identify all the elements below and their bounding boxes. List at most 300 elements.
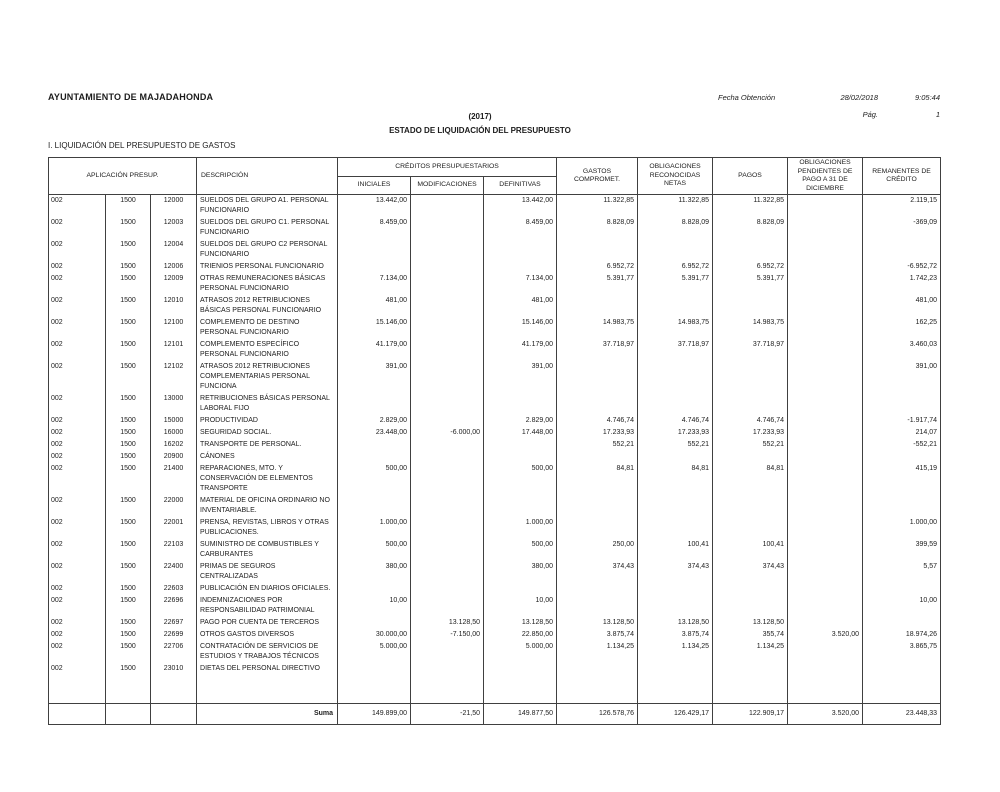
cell-prog: 1500 — [106, 451, 151, 463]
cell-gastos: 11.322,85 — [557, 195, 638, 218]
cell-economica: 12102 — [151, 361, 197, 393]
table-row — [49, 427, 941, 439]
cell-modificaciones — [411, 539, 484, 561]
cell-remanentes: 10,00 — [863, 595, 941, 617]
cell-modificaciones — [411, 517, 484, 539]
cell-org: 002 — [49, 629, 106, 641]
cell-gastos — [557, 595, 638, 617]
table-body — [49, 195, 941, 676]
table-row — [49, 339, 941, 361]
cell-obligaciones: 4.746,74 — [638, 415, 713, 427]
cell-gastos: 374,43 — [557, 561, 638, 583]
cell-prog: 1500 — [106, 641, 151, 663]
cell-obligaciones: 17.233,93 — [638, 427, 713, 439]
cell-definitivas — [484, 239, 557, 261]
cell-iniciales: 500,00 — [338, 539, 411, 561]
cell-iniciales — [338, 261, 411, 273]
cell-obligaciones — [638, 295, 713, 317]
cell-iniciales: 13.442,00 — [338, 195, 411, 218]
cell-definitivas: 13.442,00 — [484, 195, 557, 218]
cell-pagos: 552,21 — [713, 439, 788, 451]
cell-iniciales — [338, 663, 411, 675]
cell-remanentes: 5,57 — [863, 561, 941, 583]
cell-descripcion: SEGURIDAD SOCIAL. — [197, 427, 338, 439]
cell-definitivas: 380,00 — [484, 561, 557, 583]
cell-descripcion: ATRASOS 2012 RETRIBUCIONES COMPLEMENTARIAS PERSONAL FUNCIONA — [197, 361, 338, 393]
cell-pendientes — [788, 195, 863, 218]
cell-pagos: 17.233,93 — [713, 427, 788, 439]
cell-remanentes — [863, 451, 941, 463]
cell-iniciales: 5.000,00 — [338, 641, 411, 663]
cell-pendientes — [788, 393, 863, 415]
cell-iniciales — [338, 583, 411, 595]
cell-obligaciones: 3.875,74 — [638, 629, 713, 641]
cell-prog: 1500 — [106, 261, 151, 273]
cell-pendientes — [788, 427, 863, 439]
cell-pagos: 13.128,50 — [713, 617, 788, 629]
suma-modificaciones: -21,50 — [411, 704, 484, 725]
suma-obligaciones: 126.429,17 — [638, 704, 713, 725]
section-title: I. LIQUIDACIÓN DEL PRESUPUESTO DE GASTOS — [48, 141, 236, 150]
cell-remanentes: -1.917,74 — [863, 415, 941, 427]
cell-pendientes — [788, 361, 863, 393]
cell-descripcion: TRANSPORTE DE PERSONAL. — [197, 439, 338, 451]
cell-obligaciones: 552,21 — [638, 439, 713, 451]
table-row — [49, 415, 941, 427]
cell-prog: 1500 — [106, 463, 151, 495]
cell-modificaciones — [411, 393, 484, 415]
cell-definitivas: 5.000,00 — [484, 641, 557, 663]
cell-descripcion: OTROS GASTOS DIVERSOS — [197, 629, 338, 641]
cell-pagos — [713, 295, 788, 317]
cell-obligaciones — [638, 517, 713, 539]
cell-prog: 1500 — [106, 495, 151, 517]
cell-remanentes — [863, 393, 941, 415]
organization-name: AYUNTAMIENTO DE MAJADAHONDA — [48, 92, 214, 102]
cell-iniciales — [338, 495, 411, 517]
cell-economica: 21400 — [151, 463, 197, 495]
cell-obligaciones: 374,43 — [638, 561, 713, 583]
cell-iniciales: 481,00 — [338, 295, 411, 317]
cell-descripcion: SUELDOS DEL GRUPO C1. PERSONAL FUNCIONARIO — [197, 217, 338, 239]
cell-modificaciones — [411, 451, 484, 463]
cell-modificaciones — [411, 463, 484, 495]
cell-iniciales: 1.000,00 — [338, 517, 411, 539]
cell-definitivas — [484, 495, 557, 517]
cell-descripcion: ATRASOS 2012 RETRIBUCIONES BÁSICAS PERSONAL FUNCIONARIO — [197, 295, 338, 317]
cell-pagos — [713, 239, 788, 261]
cell-remanentes: 3.865,75 — [863, 641, 941, 663]
cell-remanentes: 2.119,15 — [863, 195, 941, 218]
cell-economica: 16202 — [151, 439, 197, 451]
cell-remanentes: -369,09 — [863, 217, 941, 239]
table-row — [49, 583, 941, 595]
cell-prog: 1500 — [106, 239, 151, 261]
cell-pendientes — [788, 239, 863, 261]
cell-iniciales: 30.000,00 — [338, 629, 411, 641]
cell-org: 002 — [49, 451, 106, 463]
cell-org: 002 — [49, 195, 106, 218]
cell-modificaciones — [411, 273, 484, 295]
cell-gastos — [557, 663, 638, 675]
cell-gastos: 5.391,77 — [557, 273, 638, 295]
cell-descripcion: DIETAS DEL PERSONAL DIRECTIVO — [197, 663, 338, 675]
header-pagos: PAGOS — [713, 158, 788, 195]
cell-remanentes — [863, 239, 941, 261]
cell-economica: 22103 — [151, 539, 197, 561]
cell-iniciales — [338, 451, 411, 463]
cell-pagos: 37.718,97 — [713, 339, 788, 361]
cell-remanentes: 162,25 — [863, 317, 941, 339]
cell-descripcion: PRENSA, REVISTAS, LIBROS Y OTRAS PUBLICACIONES. — [197, 517, 338, 539]
cell-gastos — [557, 239, 638, 261]
cell-definitivas — [484, 451, 557, 463]
header-obligaciones-pendientes: OBLIGACIONES PENDIENTES DE PAGO A 31 DE DICIEMBRE — [788, 158, 863, 195]
cell-modificaciones — [411, 239, 484, 261]
cell-iniciales: 380,00 — [338, 561, 411, 583]
cell-economica: 12009 — [151, 273, 197, 295]
cell-descripcion: SUELDOS DEL GRUPO A1. PERSONAL FUNCIONARIO — [197, 195, 338, 218]
cell-iniciales: 2.829,00 — [338, 415, 411, 427]
cell-definitivas: 17.448,00 — [484, 427, 557, 439]
cell-economica: 22697 — [151, 617, 197, 629]
cell-gastos: 1.134,25 — [557, 641, 638, 663]
cell-definitivas: 500,00 — [484, 539, 557, 561]
cell-remanentes: 481,00 — [863, 295, 941, 317]
cell-pendientes — [788, 583, 863, 595]
cell-obligaciones — [638, 595, 713, 617]
cell-remanentes: 3.460,03 — [863, 339, 941, 361]
table-row — [49, 617, 941, 629]
page-number-label: Pág. — [862, 110, 878, 119]
cell-economica: 12000 — [151, 195, 197, 218]
cell-obligaciones: 5.391,77 — [638, 273, 713, 295]
cell-economica: 22706 — [151, 641, 197, 663]
header-gastos-comprometidos: GASTOS COMPROMET. — [557, 158, 638, 195]
cell-prog: 1500 — [106, 517, 151, 539]
cell-org: 002 — [49, 439, 106, 451]
cell-pendientes — [788, 517, 863, 539]
cell-modificaciones — [411, 361, 484, 393]
cell-economica: 22699 — [151, 629, 197, 641]
cell-obligaciones: 100,41 — [638, 539, 713, 561]
cell-remanentes — [863, 617, 941, 629]
cell-definitivas — [484, 663, 557, 675]
cell-definitivas: 41.179,00 — [484, 339, 557, 361]
cell-modificaciones — [411, 641, 484, 663]
cell-remanentes: 415,19 — [863, 463, 941, 495]
suma-pendientes: 3.520,00 — [788, 704, 863, 725]
cell-prog: 1500 — [106, 561, 151, 583]
cell-pendientes — [788, 539, 863, 561]
cell-gastos: 17.233,93 — [557, 427, 638, 439]
cell-pendientes — [788, 663, 863, 675]
cell-gastos — [557, 517, 638, 539]
cell-obligaciones — [638, 239, 713, 261]
table-row — [49, 629, 941, 641]
cell-descripcion: SUMINISTRO DE COMBUSTIBLES Y CARBURANTES — [197, 539, 338, 561]
cell-pagos: 14.983,75 — [713, 317, 788, 339]
cell-remanentes — [863, 663, 941, 675]
cell-pendientes — [788, 217, 863, 239]
cell-pendientes — [788, 273, 863, 295]
fecha-obtencion-value: 28/02/2018 — [840, 93, 878, 102]
cell-gastos: 37.718,97 — [557, 339, 638, 361]
cell-definitivas: 481,00 — [484, 295, 557, 317]
cell-remanentes — [863, 583, 941, 595]
cell-gastos: 8.828,09 — [557, 217, 638, 239]
cell-org: 002 — [49, 261, 106, 273]
cell-definitivas — [484, 439, 557, 451]
cell-definitivas: 8.459,00 — [484, 217, 557, 239]
cell-pendientes — [788, 317, 863, 339]
cell-pendientes: 3.520,00 — [788, 629, 863, 641]
cell-iniciales: 7.134,00 — [338, 273, 411, 295]
cell-prog: 1500 — [106, 393, 151, 415]
suma-label: Suma — [197, 704, 338, 725]
cell-modificaciones — [411, 595, 484, 617]
cell-remanentes: 18.974,26 — [863, 629, 941, 641]
cell-org: 002 — [49, 561, 106, 583]
cell-obligaciones: 37.718,97 — [638, 339, 713, 361]
cell-descripcion: CONTRATACIÓN DE SERVICIOS DE ESTUDIOS Y TRABAJOS TÉCNICOS — [197, 641, 338, 663]
cell-pagos: 1.134,25 — [713, 641, 788, 663]
suma-pagos: 122.909,17 — [713, 704, 788, 725]
cell-definitivas: 22.850,00 — [484, 629, 557, 641]
table-row — [49, 595, 941, 617]
cell-remanentes — [863, 495, 941, 517]
cell-economica: 13000 — [151, 393, 197, 415]
cell-descripcion: SUELDOS DEL GRUPO C2 PERSONAL FUNCIONARIO — [197, 239, 338, 261]
cell-definitivas: 13.128,50 — [484, 617, 557, 629]
cell-economica: 12100 — [151, 317, 197, 339]
cell-gastos: 6.952,72 — [557, 261, 638, 273]
cell-economica: 22400 — [151, 561, 197, 583]
cell-prog: 1500 — [106, 629, 151, 641]
table-row — [49, 539, 941, 561]
cell-definitivas: 2.829,00 — [484, 415, 557, 427]
cell-remanentes: 391,00 — [863, 361, 941, 393]
suma-remanentes: 23.448,33 — [863, 704, 941, 725]
budget-year-title: (2017) — [468, 112, 492, 121]
cell-gastos: 4.746,74 — [557, 415, 638, 427]
cell-obligaciones: 8.828,09 — [638, 217, 713, 239]
cell-modificaciones: -6.000,00 — [411, 427, 484, 439]
cell-obligaciones: 11.322,85 — [638, 195, 713, 218]
cell-pagos — [713, 595, 788, 617]
cell-iniciales: 8.459,00 — [338, 217, 411, 239]
cell-remanentes: 1.742,23 — [863, 273, 941, 295]
cell-pendientes — [788, 617, 863, 629]
cell-obligaciones — [638, 451, 713, 463]
cell-org: 002 — [49, 427, 106, 439]
cell-obligaciones: 14.983,75 — [638, 317, 713, 339]
cell-remanentes: 399,59 — [863, 539, 941, 561]
cell-descripcion: COMPLEMENTO ESPECÍFICO PERSONAL FUNCIONARIO — [197, 339, 338, 361]
fecha-obtencion-label: Fecha Obtención — [718, 93, 776, 102]
cell-gastos: 84,81 — [557, 463, 638, 495]
cell-descripcion: PRODUCTIVIDAD — [197, 415, 338, 427]
cell-descripcion: COMPLEMENTO DE DESTINO PERSONAL FUNCIONARIO — [197, 317, 338, 339]
cell-org: 002 — [49, 415, 106, 427]
cell-pendientes — [788, 415, 863, 427]
cell-pagos: 355,74 — [713, 629, 788, 641]
cell-iniciales: 10,00 — [338, 595, 411, 617]
cell-obligaciones: 1.134,25 — [638, 641, 713, 663]
cell-remanentes: 214,07 — [863, 427, 941, 439]
cell-org: 002 — [49, 217, 106, 239]
cell-pagos — [713, 393, 788, 415]
cell-pagos — [713, 495, 788, 517]
cell-gastos — [557, 583, 638, 595]
cell-descripcion: RETRIBUCIONES BÁSICAS PERSONAL LABORAL FIJO — [197, 393, 338, 415]
cell-org: 002 — [49, 583, 106, 595]
cell-pagos: 6.952,72 — [713, 261, 788, 273]
table-row — [49, 295, 941, 317]
cell-iniciales — [338, 439, 411, 451]
cell-economica: 20900 — [151, 451, 197, 463]
page-number-value: 1 — [935, 110, 940, 119]
cell-descripcion: TRIENIOS PERSONAL FUNCIONARIO — [197, 261, 338, 273]
table-row — [49, 393, 941, 415]
cell-pendientes — [788, 261, 863, 273]
cell-descripcion: CÁNONES — [197, 451, 338, 463]
cell-remanentes: -6.952,72 — [863, 261, 941, 273]
header-modificaciones: MODIFICACIONES — [411, 176, 484, 195]
table-row — [49, 561, 941, 583]
cell-pendientes — [788, 595, 863, 617]
table-row — [49, 451, 941, 463]
cell-modificaciones — [411, 495, 484, 517]
cell-modificaciones — [411, 317, 484, 339]
cell-obligaciones — [638, 495, 713, 517]
suma-row — [49, 704, 941, 725]
cell-descripcion: PUBLICACIÓN EN DIARIOS OFICIALES. — [197, 583, 338, 595]
table-row — [49, 517, 941, 539]
cell-iniciales: 391,00 — [338, 361, 411, 393]
cell-pendientes — [788, 641, 863, 663]
cell-economica: 22603 — [151, 583, 197, 595]
cell-modificaciones — [411, 195, 484, 218]
cell-definitivas — [484, 583, 557, 595]
cell-economica: 12101 — [151, 339, 197, 361]
cell-obligaciones — [638, 361, 713, 393]
cell-modificaciones — [411, 217, 484, 239]
cell-economica: 22000 — [151, 495, 197, 517]
cell-prog: 1500 — [106, 539, 151, 561]
cell-economica: 12004 — [151, 239, 197, 261]
cell-org: 002 — [49, 317, 106, 339]
cell-obligaciones — [638, 583, 713, 595]
cell-org: 002 — [49, 539, 106, 561]
cell-pendientes — [788, 339, 863, 361]
cell-iniciales — [338, 617, 411, 629]
cell-modificaciones — [411, 339, 484, 361]
cell-modificaciones — [411, 583, 484, 595]
suma-iniciales: 149.899,00 — [338, 704, 411, 725]
cell-prog: 1500 — [106, 583, 151, 595]
cell-iniciales — [338, 239, 411, 261]
cell-economica: 22696 — [151, 595, 197, 617]
cell-definitivas: 15.146,00 — [484, 317, 557, 339]
cell-prog: 1500 — [106, 317, 151, 339]
cell-iniciales — [338, 393, 411, 415]
cell-descripcion: REPARACIONES, MTO. Y CONSERVACIÓN DE ELEMENTOS TRANSPORTE — [197, 463, 338, 495]
cell-definitivas: 391,00 — [484, 361, 557, 393]
cell-modificaciones — [411, 295, 484, 317]
cell-org: 002 — [49, 617, 106, 629]
cell-pagos — [713, 663, 788, 675]
cell-prog: 1500 — [106, 439, 151, 451]
cell-descripcion: PAGO POR CUENTA DE TERCEROS — [197, 617, 338, 629]
cell-iniciales: 41.179,00 — [338, 339, 411, 361]
cell-definitivas: 7.134,00 — [484, 273, 557, 295]
cell-obligaciones: 84,81 — [638, 463, 713, 495]
cell-descripcion: PRIMAS DE SEGUROS CENTRALIZADAS — [197, 561, 338, 583]
cell-pendientes — [788, 463, 863, 495]
cell-definitivas — [484, 261, 557, 273]
cell-economica: 12003 — [151, 217, 197, 239]
cell-org: 002 — [49, 239, 106, 261]
header-iniciales: INICIALES — [338, 176, 411, 195]
cell-prog: 1500 — [106, 339, 151, 361]
cell-obligaciones: 13.128,50 — [638, 617, 713, 629]
table-row — [49, 239, 941, 261]
cell-org: 002 — [49, 393, 106, 415]
cell-pendientes — [788, 295, 863, 317]
cell-gastos — [557, 295, 638, 317]
table-row — [49, 439, 941, 451]
cell-pendientes — [788, 451, 863, 463]
cell-pagos: 4.746,74 — [713, 415, 788, 427]
cell-modificaciones — [411, 415, 484, 427]
cell-definitivas: 10,00 — [484, 595, 557, 617]
cell-pendientes — [788, 495, 863, 517]
cell-gastos: 552,21 — [557, 439, 638, 451]
filler-row — [49, 675, 941, 704]
table-row — [49, 361, 941, 393]
cell-org: 002 — [49, 495, 106, 517]
cell-prog: 1500 — [106, 617, 151, 629]
cell-org: 002 — [49, 361, 106, 393]
cell-descripcion: MATERIAL DE OFICINA ORDINARIO NO INVENTARIABLE. — [197, 495, 338, 517]
cell-org: 002 — [49, 463, 106, 495]
cell-descripcion: INDEMNIZACIONES POR RESPONSABILIDAD PATRIMONIAL — [197, 595, 338, 617]
cell-definitivas: 500,00 — [484, 463, 557, 495]
cell-modificaciones: 13.128,50 — [411, 617, 484, 629]
cell-gastos — [557, 361, 638, 393]
table-row — [49, 317, 941, 339]
cell-org: 002 — [49, 595, 106, 617]
cell-prog: 1500 — [106, 595, 151, 617]
cell-modificaciones — [411, 261, 484, 273]
cell-pagos: 5.391,77 — [713, 273, 788, 295]
cell-prog: 1500 — [106, 427, 151, 439]
header-aplicacion-presup: APLICACIÓN PRESUP. — [49, 158, 197, 195]
cell-gastos: 14.983,75 — [557, 317, 638, 339]
cell-prog: 1500 — [106, 663, 151, 675]
table-row — [49, 273, 941, 295]
cell-definitivas: 1.000,00 — [484, 517, 557, 539]
cell-pagos — [713, 361, 788, 393]
cell-gastos: 3.875,74 — [557, 629, 638, 641]
header-descripcion: DESCRIPCIÓN — [197, 158, 338, 195]
cell-prog: 1500 — [106, 415, 151, 427]
cell-modificaciones — [411, 663, 484, 675]
cell-org: 002 — [49, 641, 106, 663]
cell-pendientes — [788, 439, 863, 451]
cell-iniciales: 15.146,00 — [338, 317, 411, 339]
